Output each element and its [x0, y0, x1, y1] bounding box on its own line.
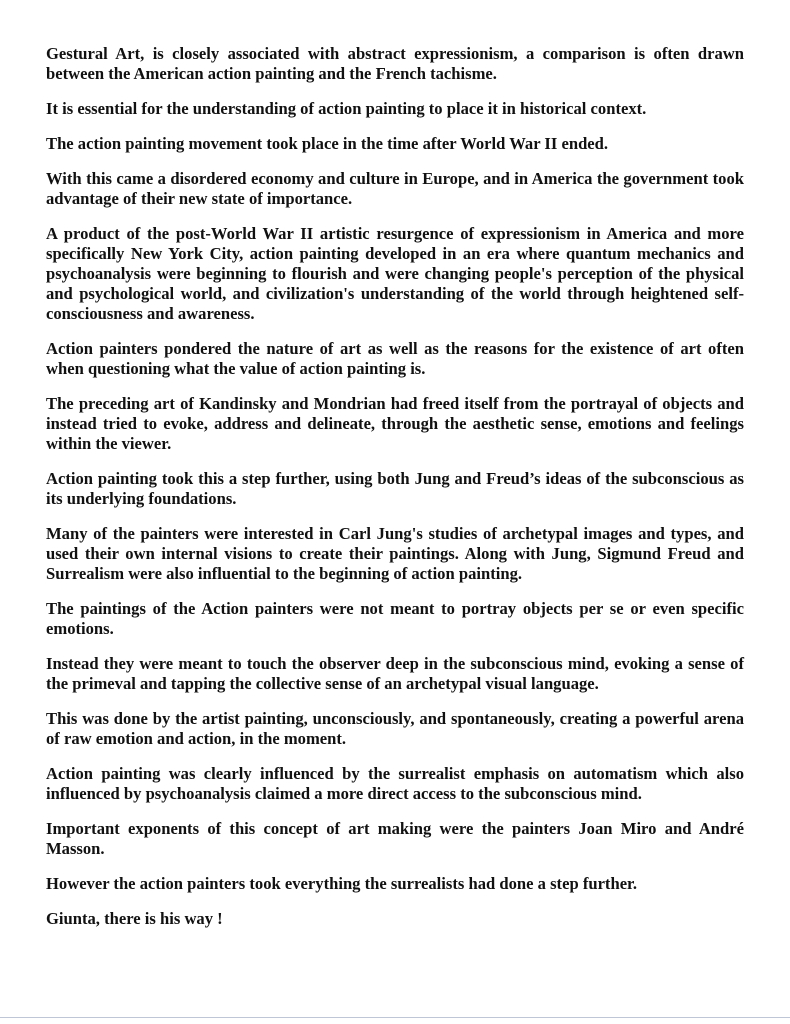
paragraph-kandinsky-mondrian: The preceding art of Kandinsky and Mondrian had freed itself from the portrayal of objects and instead tried to evoke, address and delineate, through the aesthetic sense, emotions and feelings within the viewer. [46, 394, 744, 453]
paragraph-jung-freud: Action painting took this a step further, using both Jung and Freud’s ideas of the subconscious as its underlying foundations. [46, 469, 744, 508]
paragraph-automatism: Action painting was clearly influenced by the surrealist emphasis on automatism which also influenced by psychoanalysis claimed a more direct access to the subconscious mind. [46, 764, 744, 803]
paragraph-disordered-economy: With this came a disordered economy and culture in Europe, and in America the government took advantage of their new state of importance. [46, 169, 744, 208]
paragraph-subconscious-mind: Instead they were meant to touch the observer deep in the subconscious mind, evoking a sense of the primeval and tapping the collective sense of an archetypal visual language. [46, 654, 744, 693]
paragraph-archetypal-images: Many of the painters were interested in Carl Jung's studies of archetypal images and types, and used their own internal visions to create their paintings. Along with Jung, Sigmund Freud and Surrealism were also influential to the beginning of action painting. [46, 524, 744, 583]
paragraph-nature-of-art: Action painters pondered the nature of art as well as the reasons for the existence of art often when questioning what the value of action painting is. [46, 339, 744, 378]
paragraph-raw-emotion: This was done by the artist painting, unconsciously, and spontaneously, creating a powerful arena of raw emotion and action, in the moment. [46, 709, 744, 748]
paragraph-giunta: Giunta, there is his way ! [46, 909, 223, 928]
paragraph-historical-context: It is essential for the understanding of action painting to place it in historical context. [46, 99, 647, 118]
document-body [46, 44, 744, 944]
paragraph-step-further: However the action painters took everything the surrealists had done a step further. [46, 874, 638, 893]
paragraph-post-war-resurgence: A product of the post-World War II artistic resurgence of expressionism in America and more specifically New York City, action painting developed in an era where quantum mechanics and psychoanalysis were beginning to flourish and were changing people's perception of the physical and psychological world, and civilization's understanding of the world through heightened self-consciousness and awareness. [46, 224, 744, 323]
bottom-divider [0, 1017, 790, 1018]
paragraph-miro-masson: Important exponents of this concept of art making were the painters Joan Miro and André Masson. [46, 819, 744, 858]
paragraph-gestural-art: Gestural Art, is closely associated with abstract expressionism, a comparison is often drawn between the American action painting and the French tachisme. [46, 44, 744, 83]
paragraph-post-war: The action painting movement took place in the time after World War II ended. [46, 134, 609, 153]
paragraph-not-portray-objects: The paintings of the Action painters were not meant to portray objects per se or even specific emotions. [46, 599, 744, 638]
